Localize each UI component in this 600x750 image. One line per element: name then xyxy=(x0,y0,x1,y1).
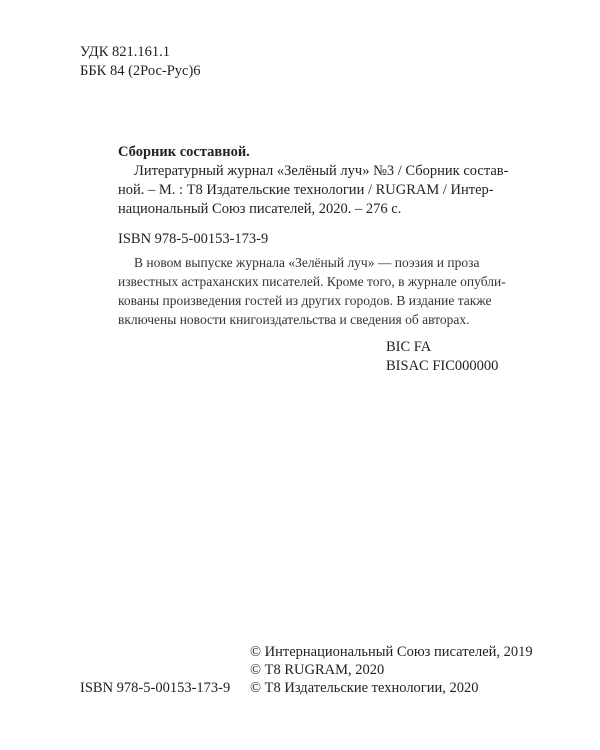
bibliography-title: Сборник составной. xyxy=(118,144,250,160)
abstract-line: В новом выпуске журнала «Зелёный луч» — поэзия и проза xyxy=(134,255,480,270)
abstract-line: включены новости книгоиздательства и сведения об авторах. xyxy=(118,312,470,327)
copyright-line: © Т8 RUGRAM, 2020 xyxy=(250,662,385,678)
copyright-line: © Интернациональный Союз писателей, 2019 xyxy=(250,644,533,660)
copyright-line: © Т8 Издательские технологии, 2020 xyxy=(250,680,479,696)
bibliography-line: национальный Союз писателей, 2020. – 276 с. xyxy=(118,201,402,217)
bic-code: BIC FA xyxy=(386,339,432,355)
bisac-code: BISAC FIC000000 xyxy=(386,358,499,374)
bbk-code: ББК 84 (2Рос-Рус)6 xyxy=(80,63,201,79)
isbn: ISBN 978-5-00153-173-9 xyxy=(118,231,269,247)
abstract-line: кованы произведения гостей из других городов. В издание также xyxy=(118,293,492,308)
abstract-line: известных астраханских писателей. Кроме того, в журнале опубли- xyxy=(118,274,506,289)
bibliography-line: Литературный журнал «Зелёный луч» №3 / Сборник состав- xyxy=(134,163,509,179)
udk-code: УДК 821.161.1 xyxy=(80,44,170,60)
footer-isbn: ISBN 978-5-00153-173-9 xyxy=(80,680,231,696)
bibliography-line: ной. – М. : Т8 Издательские технологии / RUGRAM / Интер- xyxy=(118,182,494,198)
